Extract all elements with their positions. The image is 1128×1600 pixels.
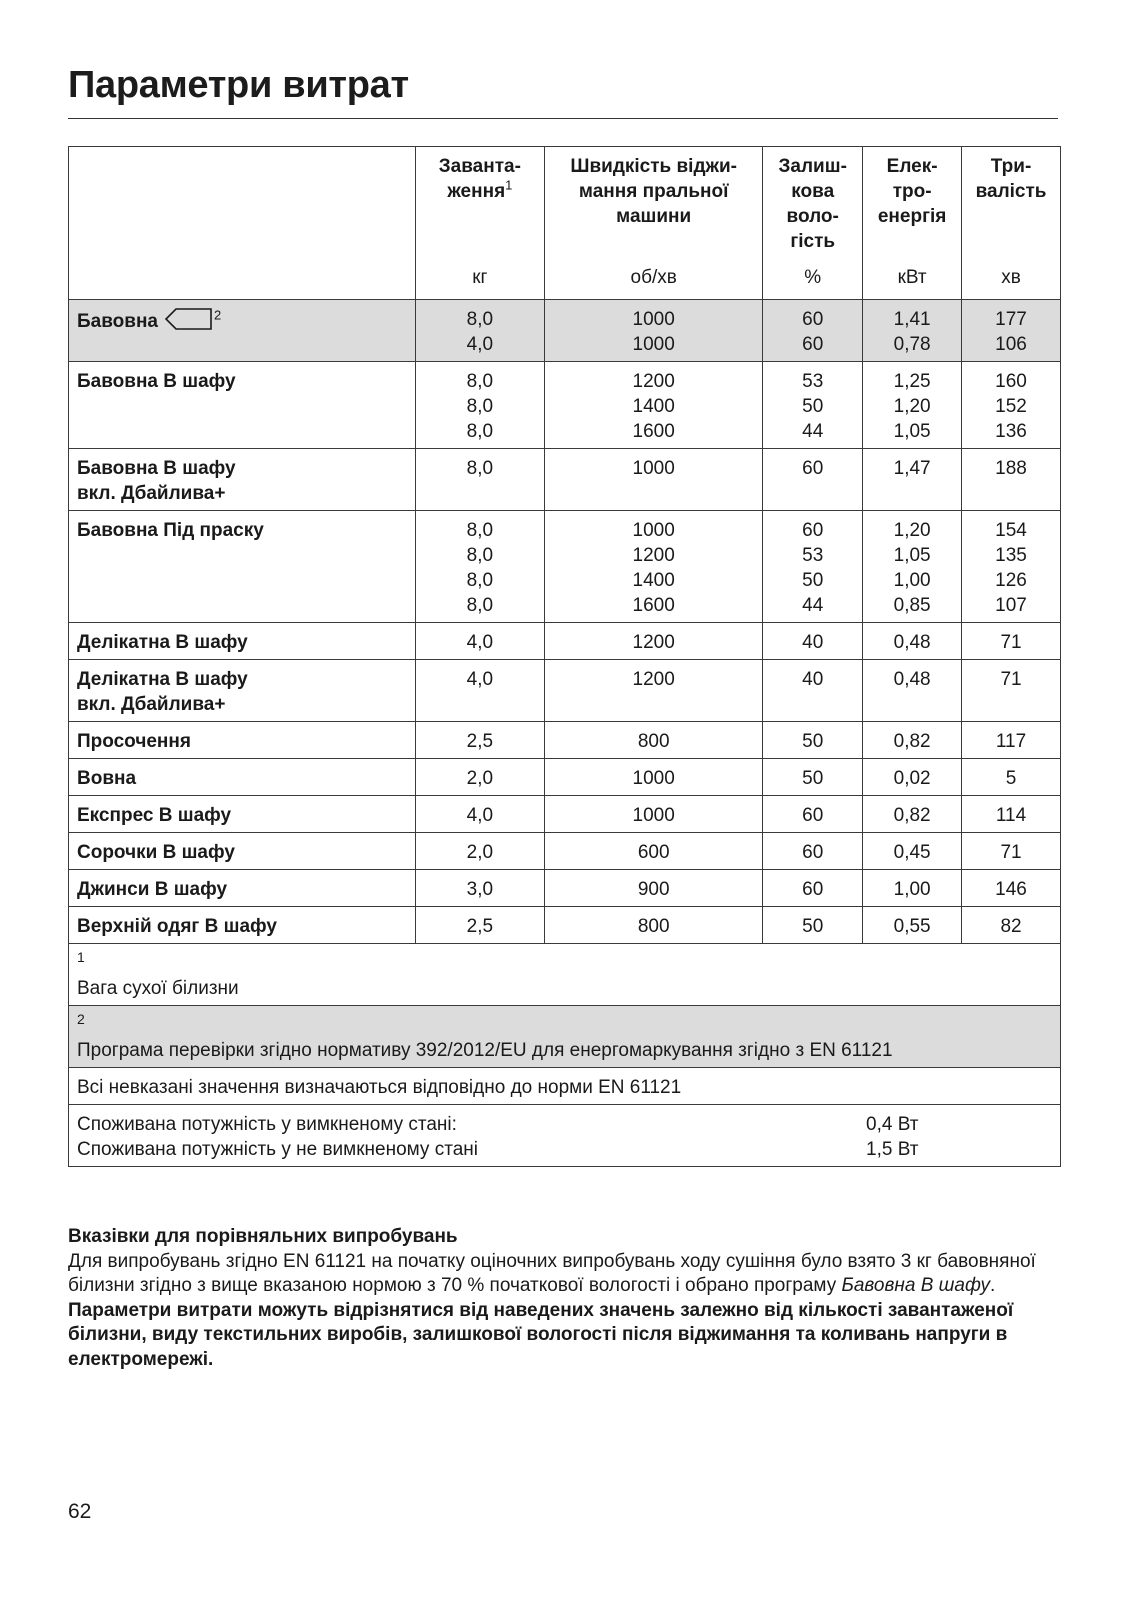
- duration-value: 154: [995, 520, 1027, 541]
- power-standby-row: [77, 1137, 1052, 1162]
- load-value: 8,0: [466, 371, 494, 392]
- table-row: [69, 300, 1061, 362]
- load-cell: [415, 660, 544, 722]
- program-name-cell: [69, 759, 416, 796]
- table-row: [69, 623, 1061, 660]
- program-name: Експрес В шафу: [77, 805, 232, 826]
- energy-label-tag-icon: [164, 307, 214, 331]
- spin-value: 900: [637, 879, 670, 900]
- spin-value: 600: [637, 842, 670, 863]
- spin-cell: [545, 300, 763, 362]
- table-row: [69, 362, 1061, 449]
- load-cell: [415, 907, 544, 944]
- energy-cell: [863, 907, 962, 944]
- power-standby-label: Споживана потужність у не вимкненому стані: [77, 1139, 478, 1160]
- header-duration: [962, 147, 1061, 259]
- load-cell: [415, 833, 544, 870]
- moisture-value: 50: [802, 396, 824, 417]
- program-name: вкл. Дбайлива+: [77, 694, 226, 715]
- energy-cell: [863, 362, 962, 449]
- program-name-cell: [69, 722, 416, 759]
- moisture-value: 53: [802, 545, 824, 566]
- spin-cell: [545, 449, 763, 511]
- energy-value: 0,48: [893, 669, 931, 690]
- load-cell: [415, 449, 544, 511]
- moisture-value: 50: [802, 731, 824, 752]
- spin-value: 800: [637, 731, 670, 752]
- duration-cell: [962, 759, 1061, 796]
- power-off-value: 0,4 Вт: [866, 1114, 919, 1135]
- moisture-value: 60: [802, 309, 824, 330]
- program-name: Джинси В шафу: [77, 879, 228, 900]
- load-value: 4,0: [466, 334, 494, 355]
- duration-value: 107: [995, 595, 1027, 616]
- energy-value: 1,00: [893, 879, 931, 900]
- spin-value: 1000: [632, 520, 675, 541]
- header-load: [415, 147, 544, 259]
- moisture-value: 50: [802, 570, 824, 591]
- notes-body: [68, 1250, 1058, 1299]
- moisture-cell: [763, 449, 863, 511]
- moisture-value: 44: [802, 421, 824, 442]
- moisture-cell: [763, 660, 863, 722]
- load-cell: [415, 796, 544, 833]
- spin-value: 1600: [632, 421, 675, 442]
- spin-cell: [545, 796, 763, 833]
- program-rows: [69, 300, 1061, 944]
- page-title: Параметри витрат: [68, 64, 409, 106]
- moisture-value: 60: [802, 458, 824, 479]
- power-off-label: Споживана потужність у вимкненому стані:: [77, 1114, 457, 1135]
- title-divider: [68, 118, 1058, 119]
- moisture-value: 53: [802, 371, 824, 392]
- duration-value: 126: [995, 570, 1027, 591]
- energy-value: 0,82: [893, 805, 931, 826]
- consumption-table: [68, 146, 1061, 1167]
- duration-value: 135: [995, 545, 1027, 566]
- duration-value: 71: [1000, 632, 1022, 653]
- table-row: [69, 660, 1061, 722]
- header-program-cell: [69, 147, 416, 259]
- duration-cell: [962, 449, 1061, 511]
- load-value: 8,0: [466, 520, 494, 541]
- energy-value: 1,25: [893, 371, 931, 392]
- energy-value: 0,02: [893, 768, 931, 789]
- spin-value: 1200: [632, 545, 675, 566]
- energy-value: 0,85: [893, 595, 931, 616]
- footnote-1: [69, 944, 1061, 1006]
- energy-cell: [863, 623, 962, 660]
- general-note: Всі невказані значення визначаються відповідно до норми EN 61121: [69, 1068, 1061, 1105]
- header-load-footnote-mark: 1: [505, 177, 513, 193]
- table-footer: [69, 944, 1061, 1167]
- duration-value: 71: [1000, 669, 1022, 690]
- program-name-cell: [69, 833, 416, 870]
- duration-cell: [962, 362, 1061, 449]
- program-name: Вовна: [77, 768, 137, 789]
- spin-value: 1000: [632, 458, 675, 479]
- program-name: Верхній одяг В шафу: [77, 916, 277, 937]
- program-name-cell: [69, 300, 416, 362]
- header-energy: [863, 147, 962, 259]
- program-name: Делікатна В шафу: [77, 632, 248, 653]
- energy-cell: [863, 449, 962, 511]
- spin-value: 1200: [632, 632, 675, 653]
- duration-cell: [962, 796, 1061, 833]
- duration-value: 177: [995, 309, 1027, 330]
- spin-cell: [545, 759, 763, 796]
- load-cell: [415, 870, 544, 907]
- moisture-value: 40: [802, 632, 824, 653]
- table-row: [69, 870, 1061, 907]
- duration-cell: [962, 722, 1061, 759]
- spin-value: 800: [637, 916, 670, 937]
- unit-energy: кВт: [863, 258, 962, 300]
- energy-value: 1,20: [893, 520, 931, 541]
- energy-value: 0,78: [893, 334, 931, 355]
- moisture-cell: [763, 833, 863, 870]
- unit-duration: хв: [962, 258, 1061, 300]
- footnote-1-mark: 1: [77, 949, 85, 965]
- spin-value: 1600: [632, 595, 675, 616]
- load-value: 2,0: [466, 768, 494, 789]
- moisture-cell: [763, 722, 863, 759]
- duration-value: 188: [995, 458, 1027, 479]
- moisture-value: 60: [802, 334, 824, 355]
- notes-body-end: .: [989, 1275, 996, 1296]
- power-consumption: [69, 1105, 1061, 1167]
- program-name-cell: [69, 907, 416, 944]
- spin-cell: [545, 722, 763, 759]
- moisture-value: 44: [802, 595, 824, 616]
- energy-value: 0,82: [893, 731, 931, 752]
- unit-moisture: %: [763, 258, 863, 300]
- spin-cell: [545, 623, 763, 660]
- spin-cell: [545, 511, 763, 623]
- table-row: [69, 796, 1061, 833]
- unit-program-cell: [69, 258, 416, 300]
- load-value: 8,0: [466, 396, 494, 417]
- spin-value: 1200: [632, 669, 675, 690]
- moisture-cell: [763, 870, 863, 907]
- moisture-value: 60: [802, 805, 824, 826]
- program-name-cell: [69, 623, 416, 660]
- load-cell: [415, 300, 544, 362]
- energy-cell: [863, 796, 962, 833]
- table-row: [69, 511, 1061, 623]
- header-spin: [545, 147, 763, 259]
- table-header: [69, 147, 1061, 300]
- spin-value: 1000: [632, 334, 675, 355]
- load-cell: [415, 623, 544, 660]
- energy-value: 1,05: [893, 545, 931, 566]
- duration-cell: [962, 623, 1061, 660]
- duration-value: 106: [995, 334, 1027, 355]
- duration-cell: [962, 300, 1061, 362]
- energy-cell: [863, 870, 962, 907]
- comparison-test-notes: [68, 1225, 1058, 1372]
- moisture-cell: [763, 623, 863, 660]
- duration-value: 136: [995, 421, 1027, 442]
- load-cell: [415, 759, 544, 796]
- notes-body-program: Бавовна В шафу: [841, 1275, 990, 1296]
- page-number: 62: [68, 1500, 92, 1523]
- program-name-cell: [69, 511, 416, 623]
- footnote-1-text: Вага сухої білизни: [77, 978, 239, 999]
- load-value: 4,0: [466, 669, 494, 690]
- duration-value: 117: [995, 731, 1027, 752]
- header-label: Три- валість: [975, 156, 1047, 202]
- moisture-value: 40: [802, 669, 824, 690]
- duration-value: 114: [995, 805, 1027, 826]
- energy-value: 0,55: [893, 916, 931, 937]
- load-value: 8,0: [466, 570, 494, 591]
- duration-cell: [962, 870, 1061, 907]
- energy-cell: [863, 759, 962, 796]
- notes-heading: Вказівки для порівняльних випробувань: [68, 1226, 458, 1247]
- table-row: [69, 759, 1061, 796]
- notes-disclaimer: Параметри витрати можуть відрізнятися від наведених значень залежно від кількості завантаженої білизни, виду текстильних виробів, залишкової вологості після віджимання та коливань напруги в електромережі.: [68, 1299, 1014, 1370]
- moisture-cell: [763, 759, 863, 796]
- spin-value: 1400: [632, 396, 675, 417]
- energy-value: 1,00: [893, 570, 931, 591]
- load-value: 2,5: [466, 731, 494, 752]
- duration-value: 160: [995, 371, 1027, 392]
- spin-value: 1000: [632, 768, 675, 789]
- moisture-value: 60: [802, 520, 824, 541]
- load-value: 8,0: [466, 458, 494, 479]
- energy-value: 1,47: [893, 458, 931, 479]
- spin-value: 1200: [632, 371, 675, 392]
- moisture-cell: [763, 362, 863, 449]
- energy-value: 1,05: [893, 421, 931, 442]
- duration-value: 152: [995, 396, 1027, 417]
- unit-spin: об/хв: [545, 258, 763, 300]
- duration-value: 146: [995, 879, 1027, 900]
- program-name: Бавовна: [77, 311, 158, 332]
- table-row: [69, 833, 1061, 870]
- moisture-cell: [763, 796, 863, 833]
- load-value: 8,0: [466, 545, 494, 566]
- spin-value: 1000: [632, 309, 675, 330]
- duration-cell: [962, 511, 1061, 623]
- energy-value: 0,48: [893, 632, 931, 653]
- header-moisture: [763, 147, 863, 259]
- moisture-value: 60: [802, 842, 824, 863]
- load-value: 3,0: [466, 879, 494, 900]
- load-value: 4,0: [466, 632, 494, 653]
- spin-cell: [545, 362, 763, 449]
- header-load-line2: ження: [447, 181, 506, 202]
- energy-value: 1,20: [893, 396, 931, 417]
- table-row: [69, 907, 1061, 944]
- load-value: 8,0: [466, 595, 494, 616]
- footnote-2-text: Програма перевірки згідно нормативу 392/2012/EU для енергомаркування згідно з EN 61121: [77, 1040, 893, 1061]
- unit-load: кг: [415, 258, 544, 300]
- duration-cell: [962, 833, 1061, 870]
- energy-cell: [863, 660, 962, 722]
- program-name: Бавовна В шафу: [77, 458, 236, 479]
- energy-cell: [863, 511, 962, 623]
- program-name: Делікатна В шафу: [77, 669, 248, 690]
- program-name: Сорочки В шафу: [77, 842, 235, 863]
- energy-value: 0,45: [893, 842, 931, 863]
- load-value: 8,0: [466, 421, 494, 442]
- load-value: 8,0: [466, 309, 494, 330]
- notes-body-start: Для випробувань згідно EN 61121 на початку оціночних випробувань ходу сушіння було взято 3 кг бавовняної білизни згідно з вище вказаною нормою з 70 % початкової вологості і обрано програму: [68, 1250, 1036, 1296]
- moisture-cell: [763, 511, 863, 623]
- header-label: Залиш- кова воло- гість: [778, 156, 847, 252]
- moisture-value: 50: [802, 916, 824, 937]
- header-load-line1: Заванта-: [438, 156, 521, 177]
- energy-cell: [863, 833, 962, 870]
- load-cell: [415, 722, 544, 759]
- program-name: Просочення: [77, 731, 191, 752]
- program-name: Бавовна В шафу: [77, 371, 236, 392]
- program-name-cell: [69, 449, 416, 511]
- duration-cell: [962, 907, 1061, 944]
- program-name-cell: [69, 660, 416, 722]
- program-name: Бавовна Під праску: [77, 520, 264, 541]
- header-label: Елек- тро- енергія: [877, 156, 947, 227]
- energy-cell: [863, 300, 962, 362]
- moisture-cell: [763, 907, 863, 944]
- load-value: 2,5: [466, 916, 494, 937]
- table-row: [69, 722, 1061, 759]
- load-value: 2,0: [466, 842, 494, 863]
- load-value: 4,0: [466, 805, 494, 826]
- duration-cell: [962, 660, 1061, 722]
- spin-cell: [545, 870, 763, 907]
- program-name-cell: [69, 362, 416, 449]
- duration-value: 82: [1000, 916, 1022, 937]
- spin-cell: [545, 907, 763, 944]
- program-footnote-mark: 2: [213, 307, 222, 323]
- energy-cell: [863, 722, 962, 759]
- program-name-cell: [69, 796, 416, 833]
- duration-value: 71: [1000, 842, 1022, 863]
- load-cell: [415, 362, 544, 449]
- footnote-2-mark: 2: [77, 1011, 85, 1027]
- duration-value: 5: [1005, 768, 1017, 789]
- spin-cell: [545, 660, 763, 722]
- header-label: Швидкість віджи- мання пральної машини: [570, 156, 737, 227]
- load-cell: [415, 511, 544, 623]
- program-name: вкл. Дбайлива+: [77, 483, 226, 504]
- spin-value: 1400: [632, 570, 675, 591]
- spin-cell: [545, 833, 763, 870]
- spin-value: 1000: [632, 805, 675, 826]
- moisture-value: 60: [802, 879, 824, 900]
- program-name-cell: [69, 870, 416, 907]
- moisture-cell: [763, 300, 863, 362]
- table-row: [69, 449, 1061, 511]
- power-off-row: [77, 1112, 1052, 1137]
- footnote-2: [69, 1006, 1061, 1068]
- power-standby-value: 1,5 Вт: [866, 1139, 919, 1160]
- energy-value: 1,41: [893, 309, 931, 330]
- moisture-value: 50: [802, 768, 824, 789]
